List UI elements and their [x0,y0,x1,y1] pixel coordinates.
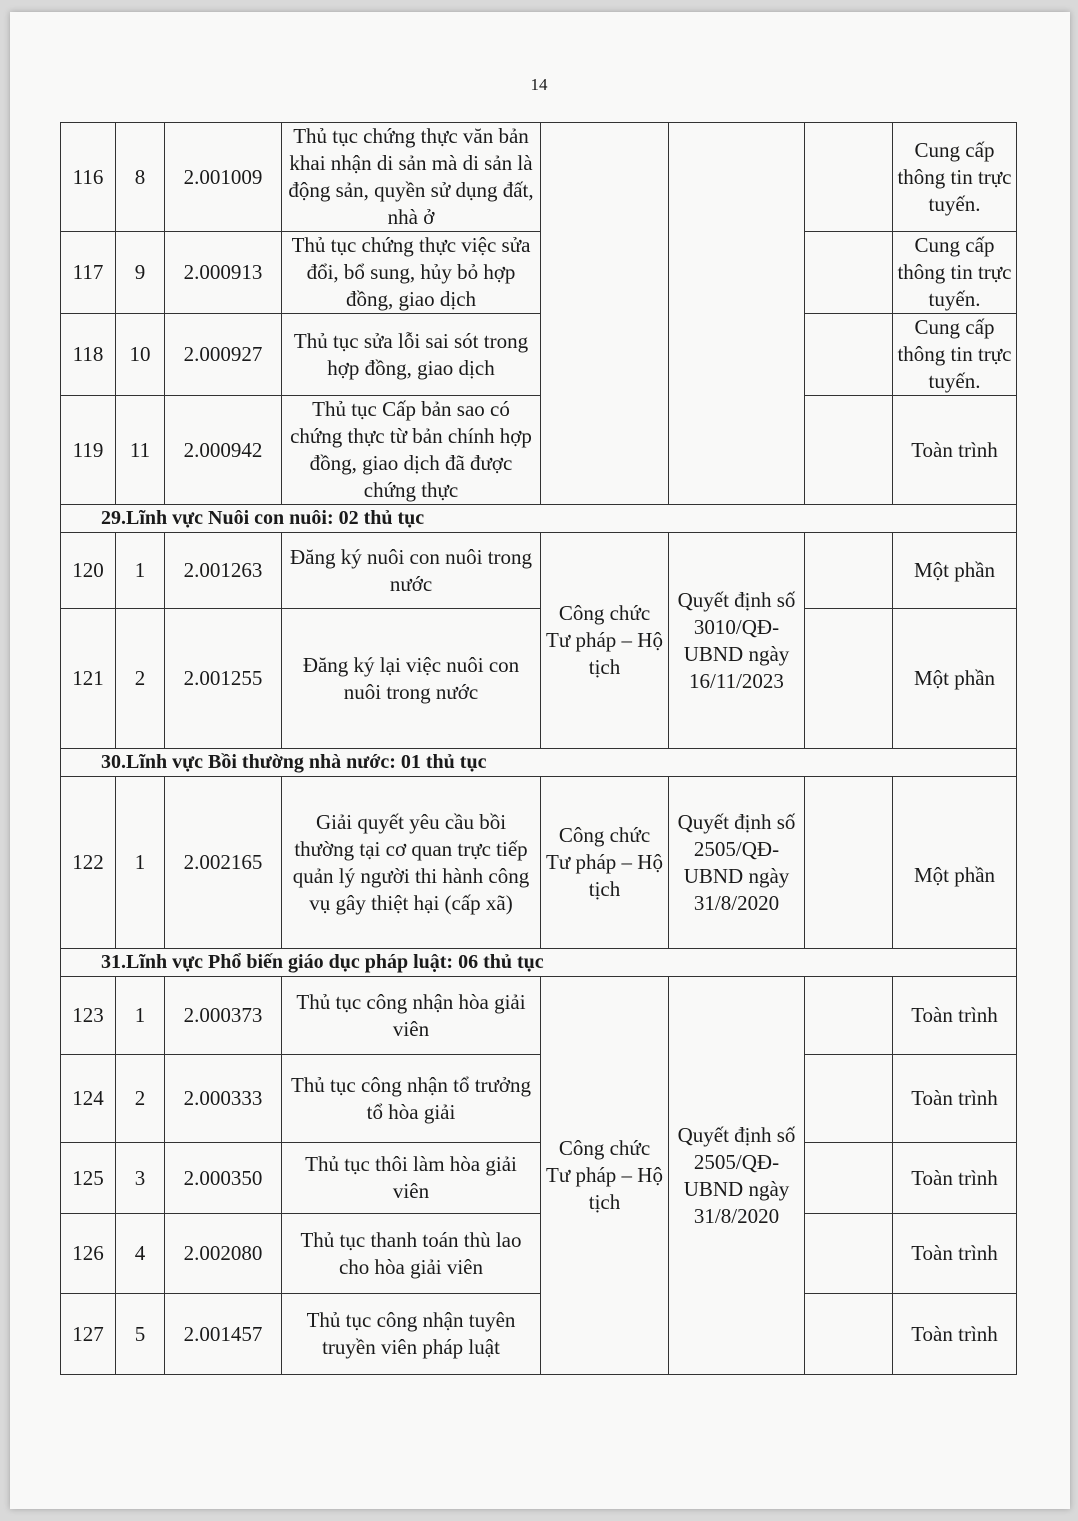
row-empty [805,396,893,505]
row-no: 11 [116,396,165,505]
table-row [61,123,1017,232]
row-stt: 124 [61,1055,116,1143]
row-name: Thủ tục Cấp bản sao có chứng thực từ bản chính hợp đồng, giao dịch đã được chứng thực [282,396,541,505]
row-code: 2.001263 [165,533,282,609]
row-no: 10 [116,314,165,396]
table-row [61,1214,1017,1294]
row-no: 2 [116,1055,165,1143]
row-stt: 117 [61,232,116,314]
agency-cell: Công chức Tư pháp – Hộ tịch [541,777,669,949]
row-no: 8 [116,123,165,232]
row-stt: 118 [61,314,116,396]
agency-cell-empty [541,123,669,505]
row-code: 2.001009 [165,123,282,232]
row-stt: 126 [61,1214,116,1294]
row-level: Toàn trình [893,396,1017,505]
row-code: 2.001255 [165,609,282,749]
row-stt: 121 [61,609,116,749]
row-no: 3 [116,1143,165,1214]
agency-cell: Công chức Tư pháp – Hộ tịch [541,977,669,1375]
row-empty [805,232,893,314]
agency-cell: Công chức Tư pháp – Hộ tịch [541,533,669,749]
row-level: Một phần [893,533,1017,609]
row-level: Toàn trình [893,1214,1017,1294]
row-stt: 123 [61,977,116,1055]
table-row [61,977,1017,1055]
row-level: Một phần [893,777,1017,949]
row-code: 2.000350 [165,1143,282,1214]
decision-cell: Quyết định số 2505/QĐ-UBND ngày 31/8/2020 [669,777,805,949]
row-empty [805,1055,893,1143]
row-empty [805,1143,893,1214]
procedures-table [60,122,1017,1375]
row-empty [805,314,893,396]
section-title: 29.Lĩnh vực Nuôi con nuôi: 02 thủ tục [61,505,1017,533]
row-level: Toàn trình [893,1055,1017,1143]
row-level: Toàn trình [893,1294,1017,1375]
row-name: Thủ tục công nhận tổ trưởng tổ hòa giải [282,1055,541,1143]
table-row [61,609,1017,749]
row-stt: 120 [61,533,116,609]
row-no: 4 [116,1214,165,1294]
table-row [61,232,1017,314]
row-code: 2.000927 [165,314,282,396]
section-header [61,505,1017,533]
row-level: Cung cấp thông tin trực tuyến. [893,314,1017,396]
row-empty [805,1214,893,1294]
row-empty [805,609,893,749]
row-name: Thủ tục thanh toán thù lao cho hòa giải viên [282,1214,541,1294]
table-row [61,1055,1017,1143]
row-stt: 127 [61,1294,116,1375]
row-empty [805,123,893,232]
row-no: 9 [116,232,165,314]
row-stt: 125 [61,1143,116,1214]
row-no: 2 [116,609,165,749]
row-name: Thủ tục thôi làm hòa giải viên [282,1143,541,1214]
table-row [61,533,1017,609]
row-no: 5 [116,1294,165,1375]
section-header [61,749,1017,777]
row-no: 1 [116,977,165,1055]
row-empty [805,1294,893,1375]
decision-cell: Quyết định số 3010/QĐ-UBND ngày 16/11/2023 [669,533,805,749]
row-name: Thủ tục công nhận tuyên truyền viên pháp luật [282,1294,541,1375]
row-level: Toàn trình [893,977,1017,1055]
decision-cell: Quyết định số 2505/QĐ-UBND ngày 31/8/2020 [669,977,805,1375]
table-row [61,396,1017,505]
row-name: Thủ tục công nhận hòa giải viên [282,977,541,1055]
row-stt: 116 [61,123,116,232]
row-code: 2.000333 [165,1055,282,1143]
table-row [61,314,1017,396]
decision-cell-empty [669,123,805,505]
table-row [61,777,1017,949]
row-name: Đăng ký lại việc nuôi con nuôi trong nước [282,609,541,749]
row-name: Giải quyết yêu cầu bồi thường tại cơ quan trực tiếp quản lý người thi hành công vụ gây thiệt hại (cấp xã) [282,777,541,949]
row-name: Đăng ký nuôi con nuôi trong nước [282,533,541,609]
row-level: Cung cấp thông tin trực tuyến. [893,232,1017,314]
row-name: Thủ tục sửa lỗi sai sót trong hợp đồng, giao dịch [282,314,541,396]
row-code: 2.001457 [165,1294,282,1375]
row-empty [805,977,893,1055]
section-title: 31.Lĩnh vực Phổ biến giáo dục pháp luật: 06 thủ tục [61,949,1017,977]
row-level: Một phần [893,609,1017,749]
page-number: 14 [530,75,548,94]
table-row [61,1294,1017,1375]
row-name: Thủ tục chứng thực việc sửa đổi, bổ sung, hủy bỏ hợp đồng, giao dịch [282,232,541,314]
row-level: Toàn trình [893,1143,1017,1214]
row-code: 2.000913 [165,232,282,314]
row-code: 2.002165 [165,777,282,949]
row-empty [805,777,893,949]
table-row [61,1143,1017,1214]
section-title: 30.Lĩnh vực Bồi thường nhà nước: 01 thủ tục [61,749,1017,777]
row-code: 2.000942 [165,396,282,505]
row-empty [805,533,893,609]
row-code: 2.000373 [165,977,282,1055]
section-header [61,949,1017,977]
row-no: 1 [116,777,165,949]
row-name: Thủ tục chứng thực văn bản khai nhận di sản mà di sản là động sản, quyền sử dụng đất, nhà ở [282,123,541,232]
row-stt: 122 [61,777,116,949]
row-no: 1 [116,533,165,609]
row-code: 2.002080 [165,1214,282,1294]
row-level: Cung cấp thông tin trực tuyến. [893,123,1017,232]
row-stt: 119 [61,396,116,505]
